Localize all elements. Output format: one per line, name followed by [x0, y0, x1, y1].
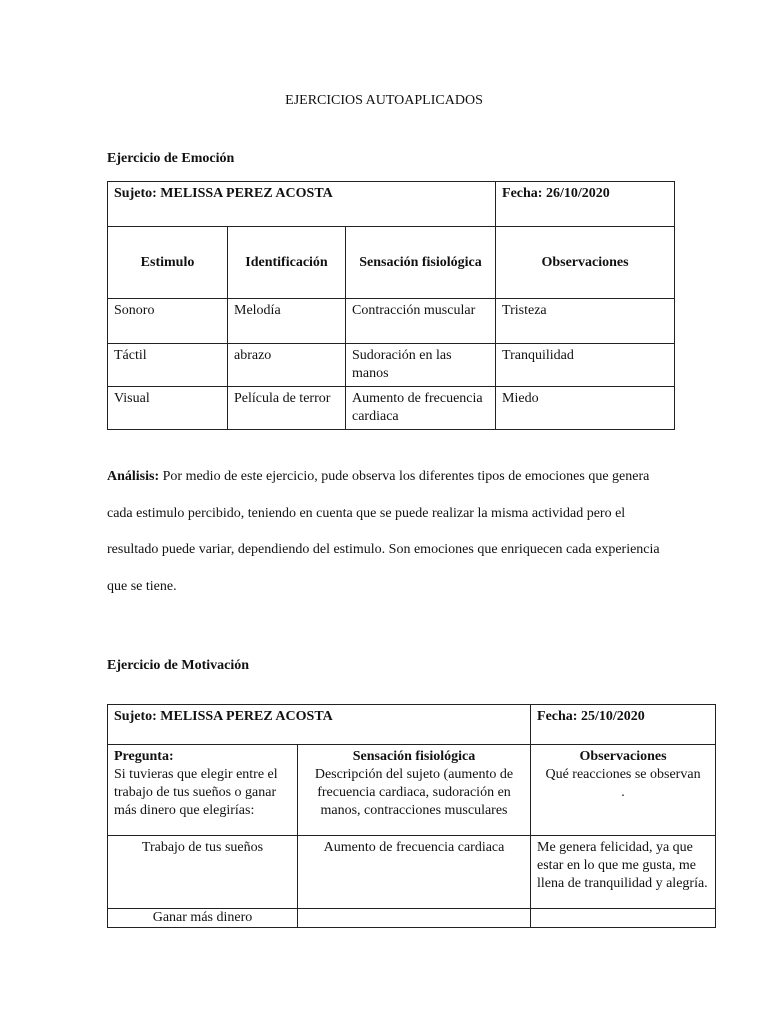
table-cell: Miedo	[496, 387, 675, 430]
analysis-label: Análisis:	[107, 469, 160, 484]
table-cell: Película de terror	[228, 387, 346, 430]
table-cell: Contracción muscular	[346, 299, 496, 344]
motivation-subject: Sujeto: MELISSA PEREZ ACOSTA	[108, 705, 531, 745]
table-row	[108, 387, 675, 430]
emotion-date: Fecha: 26/10/2020	[496, 182, 675, 227]
table-cell: Táctil	[108, 344, 228, 387]
emotion-subject: Sujeto: MELISSA PEREZ ACOSTA	[108, 182, 496, 227]
sensation-text: Descripción del sujeto (aumento de frecuencia cardiaca, sudoración en manos, contracciones musculares	[314, 767, 514, 818]
table-cell: Me genera felicidad, ya que estar en lo que me gusta, me llena de tranquilidad y alegría.	[531, 836, 716, 909]
emotion-table	[107, 181, 675, 430]
table-cell: Trabajo de tus sueños	[108, 836, 298, 909]
table-cell	[298, 909, 531, 928]
table-row	[108, 344, 675, 387]
question-header-cell	[108, 745, 298, 836]
table-cell: Sonoro	[108, 299, 228, 344]
question-text: Si tuvieras que elegir entre el trabajo de tus sueños o ganar más dinero que elegirías:	[114, 767, 278, 818]
observations-dot: .	[621, 785, 625, 800]
column-header-identificacion: Identificación	[228, 227, 346, 299]
observations-title: Observaciones	[579, 749, 667, 764]
table-cell: Tranquilidad	[496, 344, 675, 387]
column-header-sensacion: Sensación fisiológica	[346, 227, 496, 299]
section-heading-motivation: Ejercicio de Motivación	[107, 658, 250, 673]
section-heading-emotion: Ejercicio de Emoción	[107, 151, 235, 166]
analysis-paragraph	[107, 459, 667, 605]
table-cell: Melodía	[228, 299, 346, 344]
observations-text: Qué reacciones se observan	[545, 767, 701, 782]
table-row	[108, 836, 716, 909]
table-cell: Aumento de frecuencia cardiaca	[298, 836, 531, 909]
column-header-observaciones: Observaciones	[496, 227, 675, 299]
sensation-title: Sensación fisiológica	[352, 749, 476, 764]
table-cell	[531, 909, 716, 928]
table-cell: Aumento de frecuencia cardiaca	[346, 387, 496, 430]
document-title: EJERCICIOS AUTOAPLICADOS	[285, 93, 483, 108]
table-row	[108, 299, 675, 344]
table-cell: abrazo	[228, 344, 346, 387]
column-header-estimulo: Estimulo	[108, 227, 228, 299]
motivation-table	[107, 704, 716, 928]
table-cell: Visual	[108, 387, 228, 430]
analysis-text: Por medio de este ejercicio, pude observa los diferentes tipos de emociones que genera cada estimulo percibido, teniendo en cuenta que se puede realizar la misma actividad pero el resultado puede variar, dependiendo del estimulo. Son emociones que enriquecen cada experiencia que se tiene.	[107, 469, 660, 594]
table-cell: Sudoración en las manos	[346, 344, 496, 387]
sensation-header-cell	[298, 745, 531, 836]
table-row	[108, 909, 716, 928]
table-cell: Ganar más dinero	[108, 909, 298, 928]
table-cell: Tristeza	[496, 299, 675, 344]
question-title: Pregunta:	[114, 749, 174, 764]
observations-header-cell	[531, 745, 716, 836]
motivation-date: Fecha: 25/10/2020	[531, 705, 716, 745]
